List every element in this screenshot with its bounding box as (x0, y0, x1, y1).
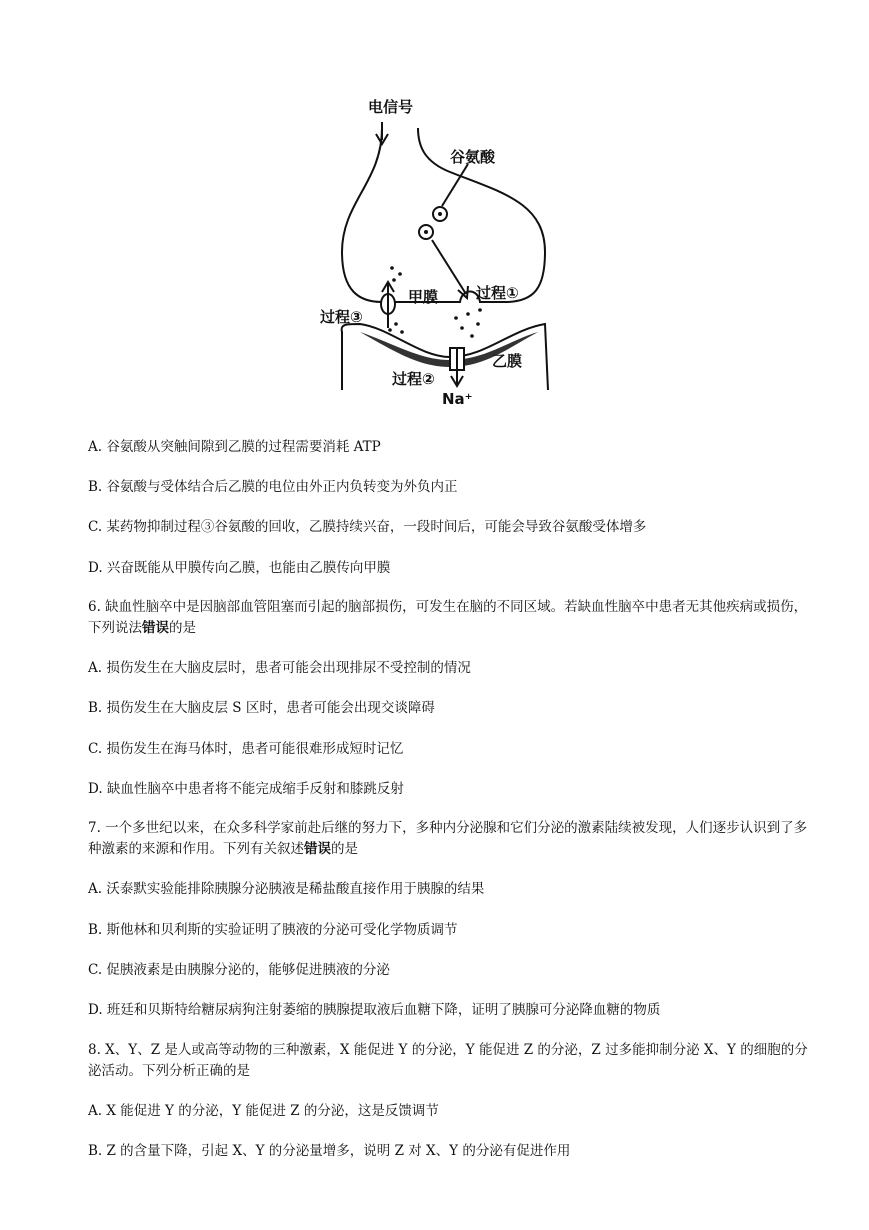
q7-option-c: C. 促胰液素是由胰腺分泌的，能够促进胰液的分泌 (88, 962, 390, 978)
q5-option-c: C. 某药物抑制过程③谷氨酸的回收，乙膜持续兴奋，一段时间后，可能会导致谷氨酸受体增多 (88, 519, 647, 535)
q6-option-a: A. 损伤发生在大脑皮层时，患者可能会出现排尿不受控制的情况 (88, 660, 471, 676)
label-membrane-b: 乙膜 (492, 352, 523, 370)
q6-option-d: D. 缺血性脑卒中患者将不能完成缩手反射和膝跳反射 (88, 781, 404, 797)
q5-option-d: D. 兴奋既能从甲膜传向乙膜，也能由乙膜传向甲膜 (88, 560, 391, 576)
q7-option-a: A. 沃泰默实验能排除胰腺分泌胰液是稀盐酸直接作用于胰腺的结果 (88, 881, 485, 897)
q6-stem-emphasis: 错误 (142, 620, 169, 636)
q6-option-b: B. 损伤发生在大脑皮层 S 区时，患者可能会出现交谈障碍 (88, 700, 435, 716)
q7-option-b: B. 斯他林和贝利斯的实验证明了胰液的分泌可受化学物质调节 (88, 922, 458, 938)
q8-option-b: B. Z 的含量下降，引起 X、Y 的分泌量增多，说明 Z 对 X、Y 的分泌有促进作用 (88, 1143, 571, 1159)
label-signal: 电信号 (368, 98, 414, 116)
q8-option-a: A. X 能促进 Y 的分泌，Y 能促进 Z 的分泌，这是反馈调节 (88, 1103, 439, 1119)
q6-stem-post: 的是 (169, 620, 196, 636)
label-na: Na⁺ (442, 390, 473, 408)
q7-stem-pre: 7. 一个多世纪以来，在众多科学家前赴后继的努力下，多种内分泌腺和它们分泌的激素陆续被发现，人们逐步认识到了多种激素的来源和作用。下列有关叙述 (88, 820, 808, 857)
q7-stem-post: 的是 (331, 841, 358, 857)
q5-option-b: B. 谷氨酸与受体结合后乙膜的电位由外正内负转变为外负内正 (88, 479, 458, 495)
label-process1: 过程① (476, 284, 519, 302)
q8-stem: 8. X、Y、Z 是人或高等动物的三种激素，X 能促进 Y 的分泌，Y 能促进 Z 的分泌，Z 过多能抑制分泌 X、Y 的细胞的分泌活动。下列分析正确的是 (88, 1042, 808, 1079)
label-membrane-a: 甲膜 (408, 288, 439, 306)
label-process2: 过程② (392, 370, 435, 388)
q6-stem-pre: 6. 缺血性脑卒中是因脑部血管阻塞而引起的脑部损伤，可发生在脑的不同区域。若缺血性脑卒中患者无其他疾病或损伤，下列说法 (88, 599, 808, 636)
q6-stem (88, 597, 808, 639)
q7-stem (88, 818, 808, 860)
label-glutamate: 谷氨酸 (450, 148, 496, 166)
q7-option-d: D. 班廷和贝斯特给糖尿病狗注射萎缩的胰腺提取液后血糖下降，证明了胰腺可分泌降血糖的物质 (88, 1002, 661, 1018)
q6-option-c: C. 损伤发生在海马体时，患者可能很难形成短时记忆 (88, 741, 404, 757)
q5-option-a: A. 谷氨酸从突触间隙到乙膜的过程需要消耗 ATP (88, 439, 381, 455)
label-process3: 过程③ (320, 308, 363, 326)
synapse-diagram (300, 92, 570, 412)
q7-stem-emphasis: 错误 (304, 841, 331, 857)
